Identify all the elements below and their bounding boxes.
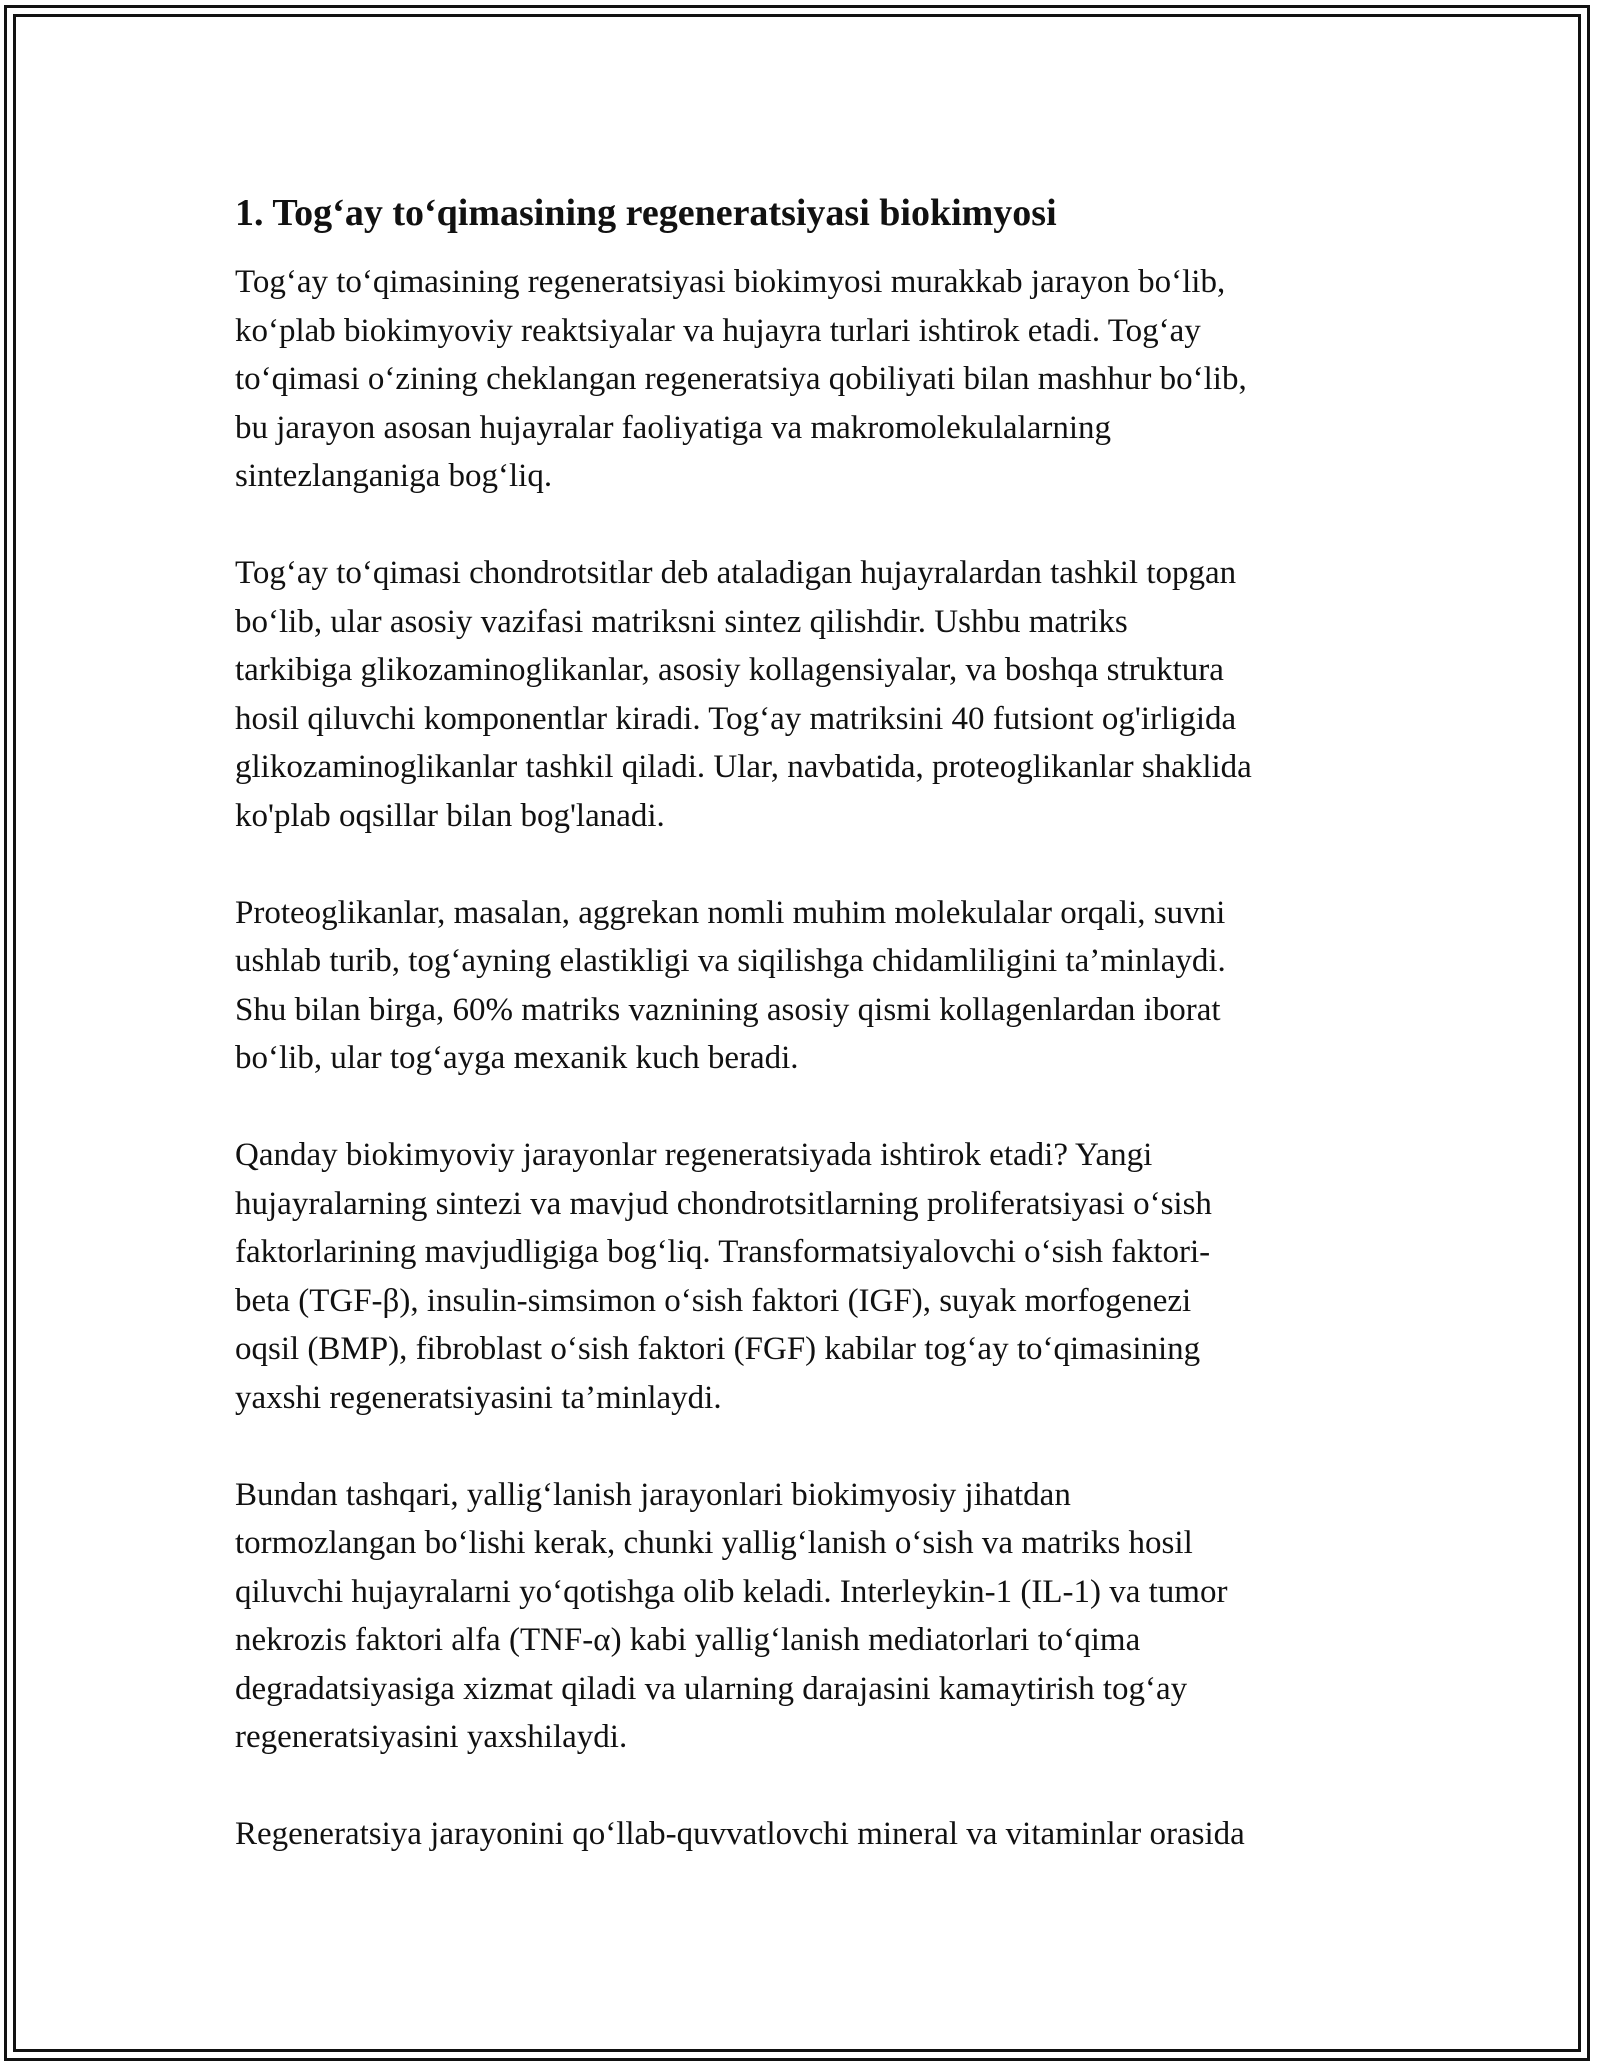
text-line: beta (TGF-β), insulin-simsimon o‘sish faktori (IGF), suyak morfogenezi bbox=[235, 1282, 1192, 1319]
text-line: Bundan tashqari, yallig‘lanish jarayonlari biokimyosiy jihatdan bbox=[235, 1476, 1071, 1513]
text-line: glikozaminoglikanlar tashkil qiladi. Ular, navbatida, proteoglikanlar shaklida bbox=[235, 749, 1252, 785]
paragraph-4 bbox=[235, 1131, 1375, 1422]
paragraph-2 bbox=[235, 549, 1375, 840]
text-line: hosil qiluvchi komponentlar kiradi. Tog‘ay matriksini 40 futsiont og'irligida bbox=[235, 700, 1237, 737]
text-line: degradatsiyasiga xizmat qiladi va ularning darajasini kamaytirish tog‘ay bbox=[235, 1670, 1188, 1707]
document-body bbox=[235, 190, 1375, 1907]
text-line: Shu bilan birga, 60% matriks vaznining asosiy qismi kollagenlardan iborat bbox=[235, 991, 1221, 1028]
paragraph-6 bbox=[235, 1810, 1375, 1859]
text-line: tormozlangan bo‘lishi kerak, chunki yallig‘lanish o‘sish va matriks hosil bbox=[235, 1525, 1193, 1561]
text-line: Qanday biokimyoviy jarayonlar regeneratsiyada ishtirok etadi? Yangi bbox=[235, 1137, 1153, 1173]
text-line: ko'plab oqsillar bilan bog'lanadi. bbox=[235, 797, 665, 834]
text-line: sintezlanganiga bog‘liq. bbox=[235, 458, 553, 494]
text-line: Regeneratsiya jarayonini qo‘llab-quvvatlovchi mineral va vitaminlar orasida bbox=[235, 1816, 1245, 1852]
text-line: tarkibiga glikozaminoglikanlar, asosiy kollagensiyalar, va boshqa struktura bbox=[235, 652, 1224, 688]
text-line: faktorlarining mavjudligiga bog‘liq. Transformatsiyalovchi o‘sish faktori- bbox=[235, 1234, 1211, 1270]
text-line: Proteoglikanlar, masalan, aggrekan nomli muhim molekulalar orqali, suvni bbox=[235, 894, 1226, 931]
text-line: to‘qimasi o‘zining cheklangan regeneratsiya qobiliyati bilan mashhur bo‘lib, bbox=[235, 361, 1247, 397]
paragraph-5 bbox=[235, 1471, 1375, 1762]
text-line: yaxshi regeneratsiyasini ta’minlaydi. bbox=[235, 1379, 722, 1416]
text-line: ko‘plab biokimyoviy reaktsiyalar va hujayra turlari ishtirok etadi. Tog‘ay bbox=[235, 312, 1201, 349]
text-line: bu jarayon asosan hujayralar faoliyatiga va makromolekulalarning bbox=[235, 409, 1112, 446]
text-line: ushlab turib, tog‘ayning elastikligi va siqilishga chidamliligini ta’minlaydi. bbox=[235, 943, 1226, 979]
text-line: bo‘lib, ular asosiy vazifasi matriksni sintez qilishdir. Ushbu matriks bbox=[235, 603, 1128, 640]
text-line: Tog‘ay to‘qimasining regeneratsiyasi biokimyosi murakkab jarayon bo‘lib, bbox=[235, 264, 1226, 300]
text-line: qiluvchi hujayralarni yo‘qotishga olib keladi. Interleykin-1 (IL-1) va tumor bbox=[235, 1573, 1228, 1610]
text-line: oqsil (BMP), fibroblast o‘sish faktori (FGF) kabilar tog‘ay to‘qimasining bbox=[235, 1331, 1201, 1367]
text-line: regeneratsiyasini yaxshilaydi. bbox=[235, 1719, 628, 1755]
text-line: nekrozis faktori alfa (TNF-α) kabi yallig‘lanish mediatorlari to‘qima bbox=[235, 1622, 1141, 1658]
text-line: bo‘lib, ular tog‘ayga mexanik kuch beradi. bbox=[235, 1040, 799, 1076]
text-line: hujayralarning sintezi va mavjud chondrotsitlarning proliferatsiyasi o‘sish bbox=[235, 1185, 1212, 1222]
paragraph-1 bbox=[235, 258, 1375, 501]
paragraph-3 bbox=[235, 889, 1375, 1083]
text-line: Tog‘ay to‘qimasi chondrotsitlar deb ataladigan hujayralardan tashkil topgan bbox=[235, 555, 1237, 591]
section-heading: 1. Tog‘ay to‘qimasining regeneratsiyasi biokimyosi bbox=[235, 192, 1057, 234]
